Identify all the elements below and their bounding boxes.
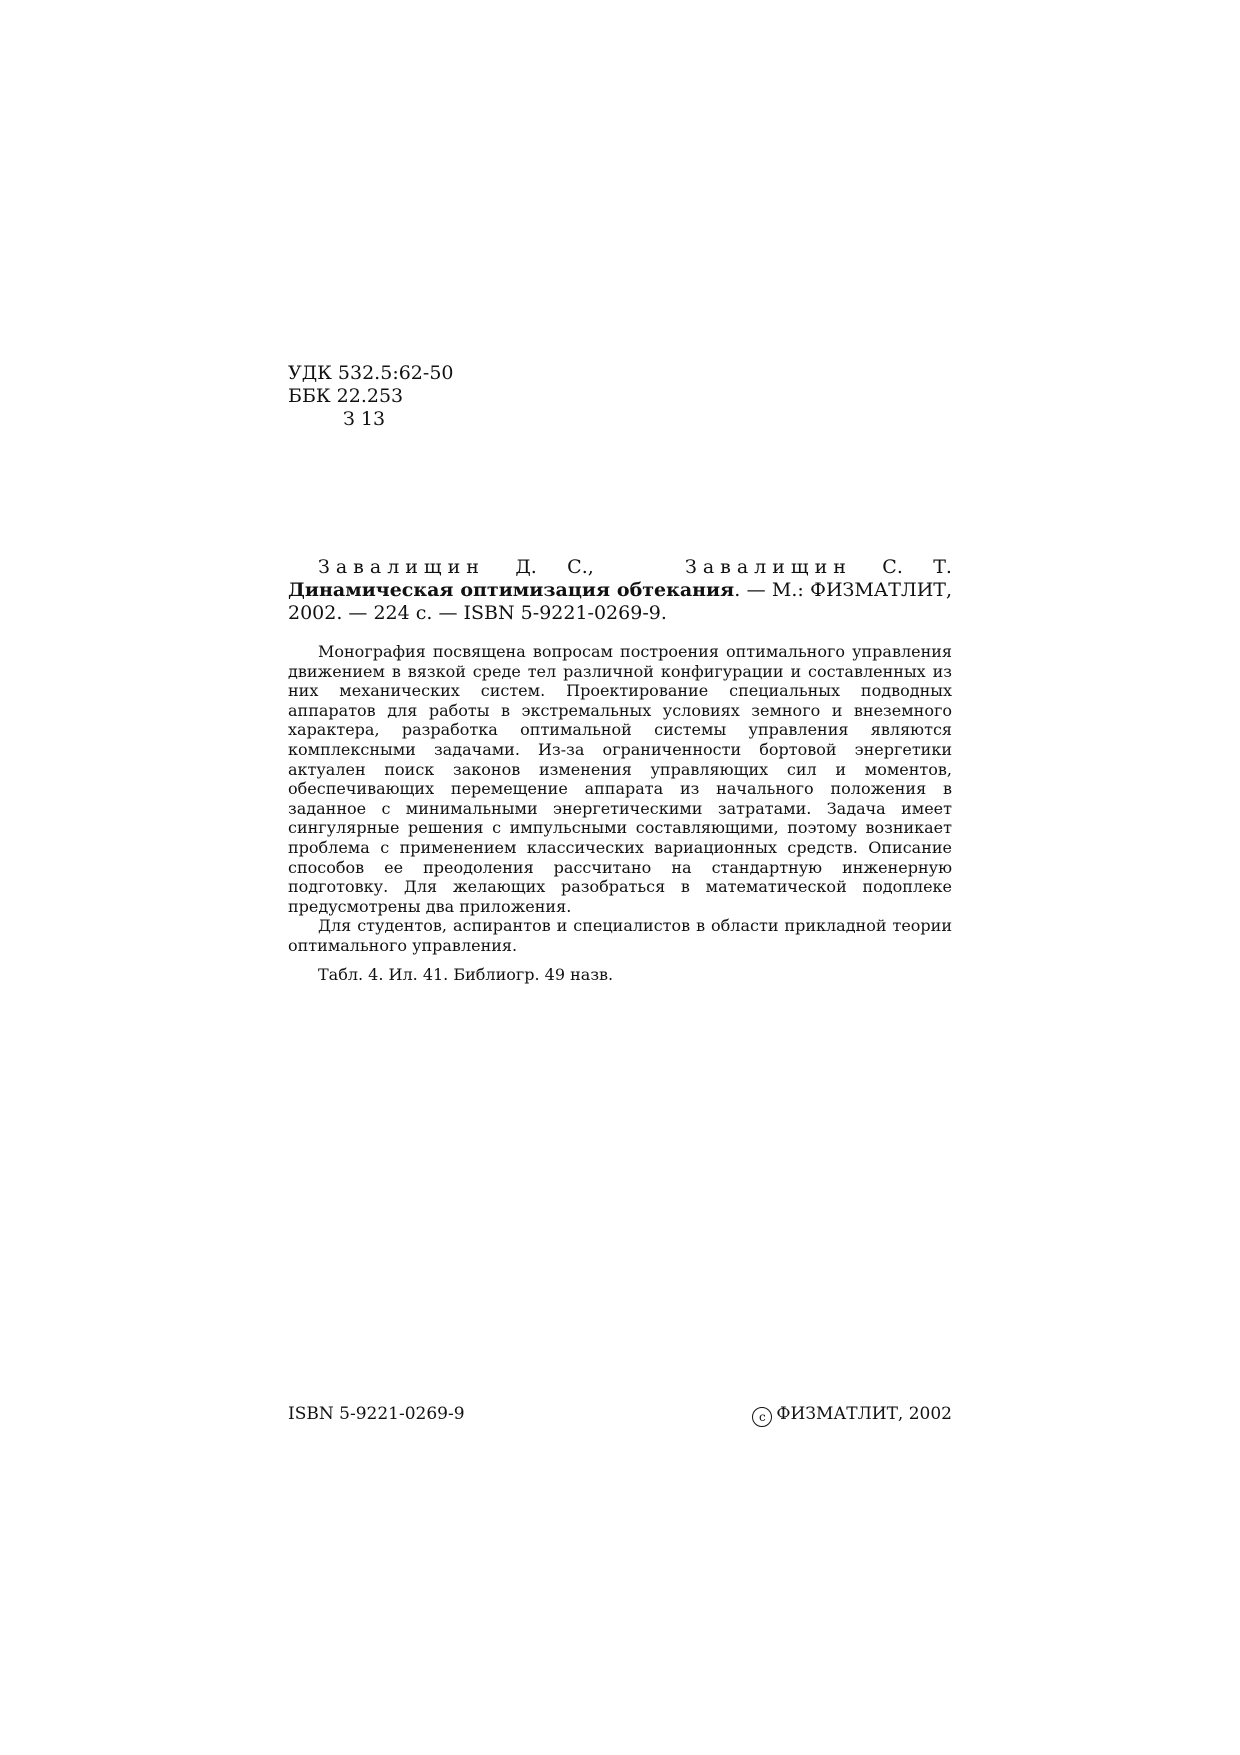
author1-initials: Д. С.,	[515, 556, 594, 578]
abstract	[288, 642, 952, 984]
bbk-code: ББК 22.253	[288, 385, 404, 407]
copyright-icon: c	[752, 1407, 772, 1427]
abstract-paragraph-main: Монография посвящена вопросам построения оптимального управления движением в вязкой среде тел различной конфигурации и составленных из них механических систем. Проектирование специальных подводных аппаратов для работы в экстремальных условиях земного и внеземного характера, разработка оптимальной системы управления являются комплексными задачами. Из-за ограниченности бортовой энергетики актуален поиск законов изменения управляющих сил и моментов, обеспечивающих перемещение аппарата из начального положения в заданное с минимальными энергетическими затратами. Задача имеет сингулярные решения с импульсными составляющими, поэтому возникает проблема с применением классических вариационных средств. Описание способов ее преодоления рассчитано на стандартную инженерную подготовку. Для желающих разобраться в математической подоплеке предусмотрены два приложения.	[288, 642, 952, 916]
author1-surname: Завалищин	[318, 556, 485, 578]
copyright-text: ФИЗМАТЛИТ, 2002	[776, 1404, 952, 1424]
tables-illustrations-info: Табл. 4. Ил. 41. Библиогр. 49 назв.	[318, 964, 614, 984]
footer-copyright	[752, 1404, 952, 1427]
book-title: Динамическая оптимизация обтекания	[288, 579, 735, 601]
author2-initials: С. Т.	[882, 556, 952, 578]
abstract-paragraph-audience: Для студентов, аспирантов и специалистов в области прикладной теории оптимального управления.	[288, 916, 952, 955]
bibliographic-entry	[288, 556, 952, 625]
udk-code: УДК 532.5:62-50	[288, 362, 454, 384]
classification-codes	[288, 362, 454, 431]
author2-surname: Завалищин	[684, 556, 852, 578]
footer-isbn: ISBN 5-9221-0269-9	[288, 1404, 465, 1424]
author-mark: З 13	[343, 408, 386, 430]
publication-details: . — М.: ФИЗМАТЛИТ, 2002. — 224 с. — ISBN 5-9221-0269-9.	[288, 579, 952, 624]
